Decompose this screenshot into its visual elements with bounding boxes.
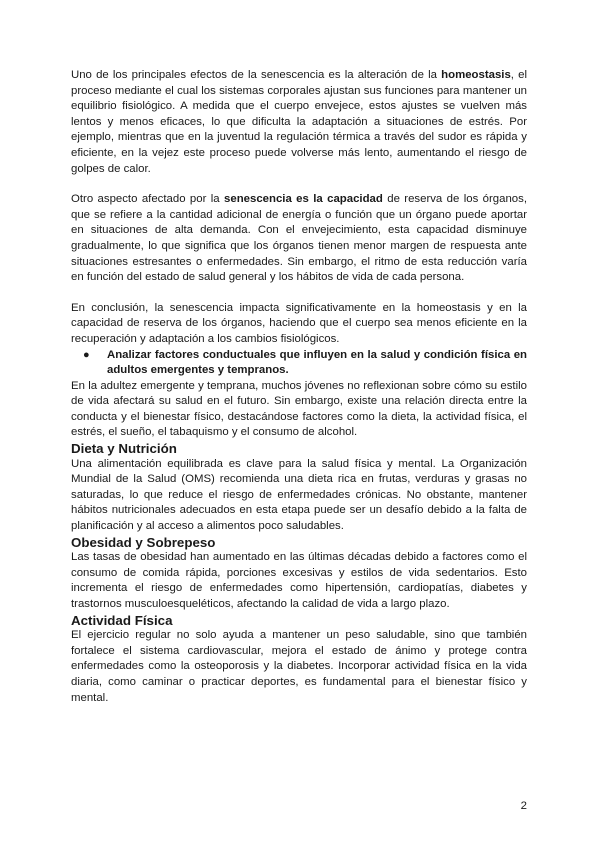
- bullet-icon: ●: [83, 348, 90, 361]
- bullet-item: [71, 348, 527, 379]
- paragraph-conclusion: En conclusión, la senescencia impacta significativamente en la homeostasis y en la capacidad de reserva de los órganos, haciendo que el cuerpo sea menos eficiente en la recuperación y adaptación a los cambios fisiológicos.: [71, 301, 527, 345]
- section-body-obesity: Las tasas de obesidad han aumentado en las últimas décadas debido a factores como el consumo de comida rápida, porciones excesivas y estilos de vida sedentarios. Esto incrementa el riesgo de enfermedades como hipertensión, cardiopatías, diabetes y trastornos musculoesqueléticos, afectando la calidad de vida a largo plazo.: [71, 551, 527, 610]
- paragraph-text: Uno de los principales efectos de la senescencia es la alteración de la: [71, 69, 442, 81]
- paragraph-text: Otro aspecto afectado por la: [71, 193, 225, 206]
- paragraph-text: , el proceso mediante el cual los sistemas corporales ajustan sus funciones para mantener un equilibrio fisiológico. A medida que el cuerpo envejece, estos ajustes se vuelven más lentos y menos eficaces, lo que dificulta la adaptación a situaciones de estrés. Por ejemplo, mientras que en la juventud la regulación térmica a través del sudor es rápida y eficiente, en la vejez este proceso puede volverse más lento, aumentando el riesgo de golpes de calor.: [71, 69, 527, 175]
- section-body-physical-activity: El ejercicio regular no solo ayuda a mantener un peso saludable, sino que también fortalece el sistema cardiovascular, mejora el estado de ánimo y protege contra enfermedades como la osteoporosis y la diabetes. Incorporar actividad física en la vida diaria, como caminar o practicar deportes, es fundamental para el bienestar físico y mental.: [71, 629, 527, 704]
- paragraph-homeostasis: [71, 68, 527, 177]
- section-heading-obesity: Obesidad y Sobrepeso: [71, 534, 216, 550]
- bold-term-homeostasis: homeostasis: [441, 69, 511, 81]
- page-number: 2: [520, 800, 527, 812]
- section-heading-physical-activity: Actividad Física: [71, 612, 173, 628]
- bold-term-senescence-capacity: senescencia es la capacidad: [224, 193, 383, 206]
- document-page: [71, 68, 527, 706]
- paragraph-adulthood: En la adultez emergente y temprana, muchos jóvenes no reflexionan sobre cómo su estilo de vida afectará su salud en el futuro. Sin embargo, existe una relación directa entre la conducta y el bienestar físico, destacándose factores como la dieta, la actividad física, el estrés, el sueño, el tabaquismo y el consumo de alcohol.: [71, 379, 527, 439]
- section-heading-diet: Dieta y Nutrición: [71, 441, 177, 457]
- section-body-diet: Una alimentación equilibrada es clave para la salud física y mental. La Organización Mundial de la Salud (OMS) recomienda una dieta rica en frutas, verduras y grasas no saturadas, lo que reduce el riesgo de enfermedades crónicas. No obstante, mantener hábitos nutricionales adecuados en esta etapa puede ser un desafío debido a la falta de planificación y al acceso a alimentos poco saludables.: [71, 457, 527, 533]
- paragraph-text: de reserva de los órganos, que se refiere a la cantidad adicional de energía o función que un órgano puede aportar en situaciones de alta demanda. Con el envejecimiento, esta capacidad disminuye gradualmente, lo que significa que los órganos tienen menor margen de respuesta ante situaciones estresantes o enfermedades. Sin embargo, el ritmo de esta reducción varía en función del estado de salud general y los hábitos de vida de cada persona.: [71, 193, 527, 284]
- paragraph-organ-reserve: [71, 192, 527, 286]
- bullet-text: Analizar factores conductuales que influyen en la salud y condición física en adultos emergentes y tempranos.: [107, 348, 527, 377]
